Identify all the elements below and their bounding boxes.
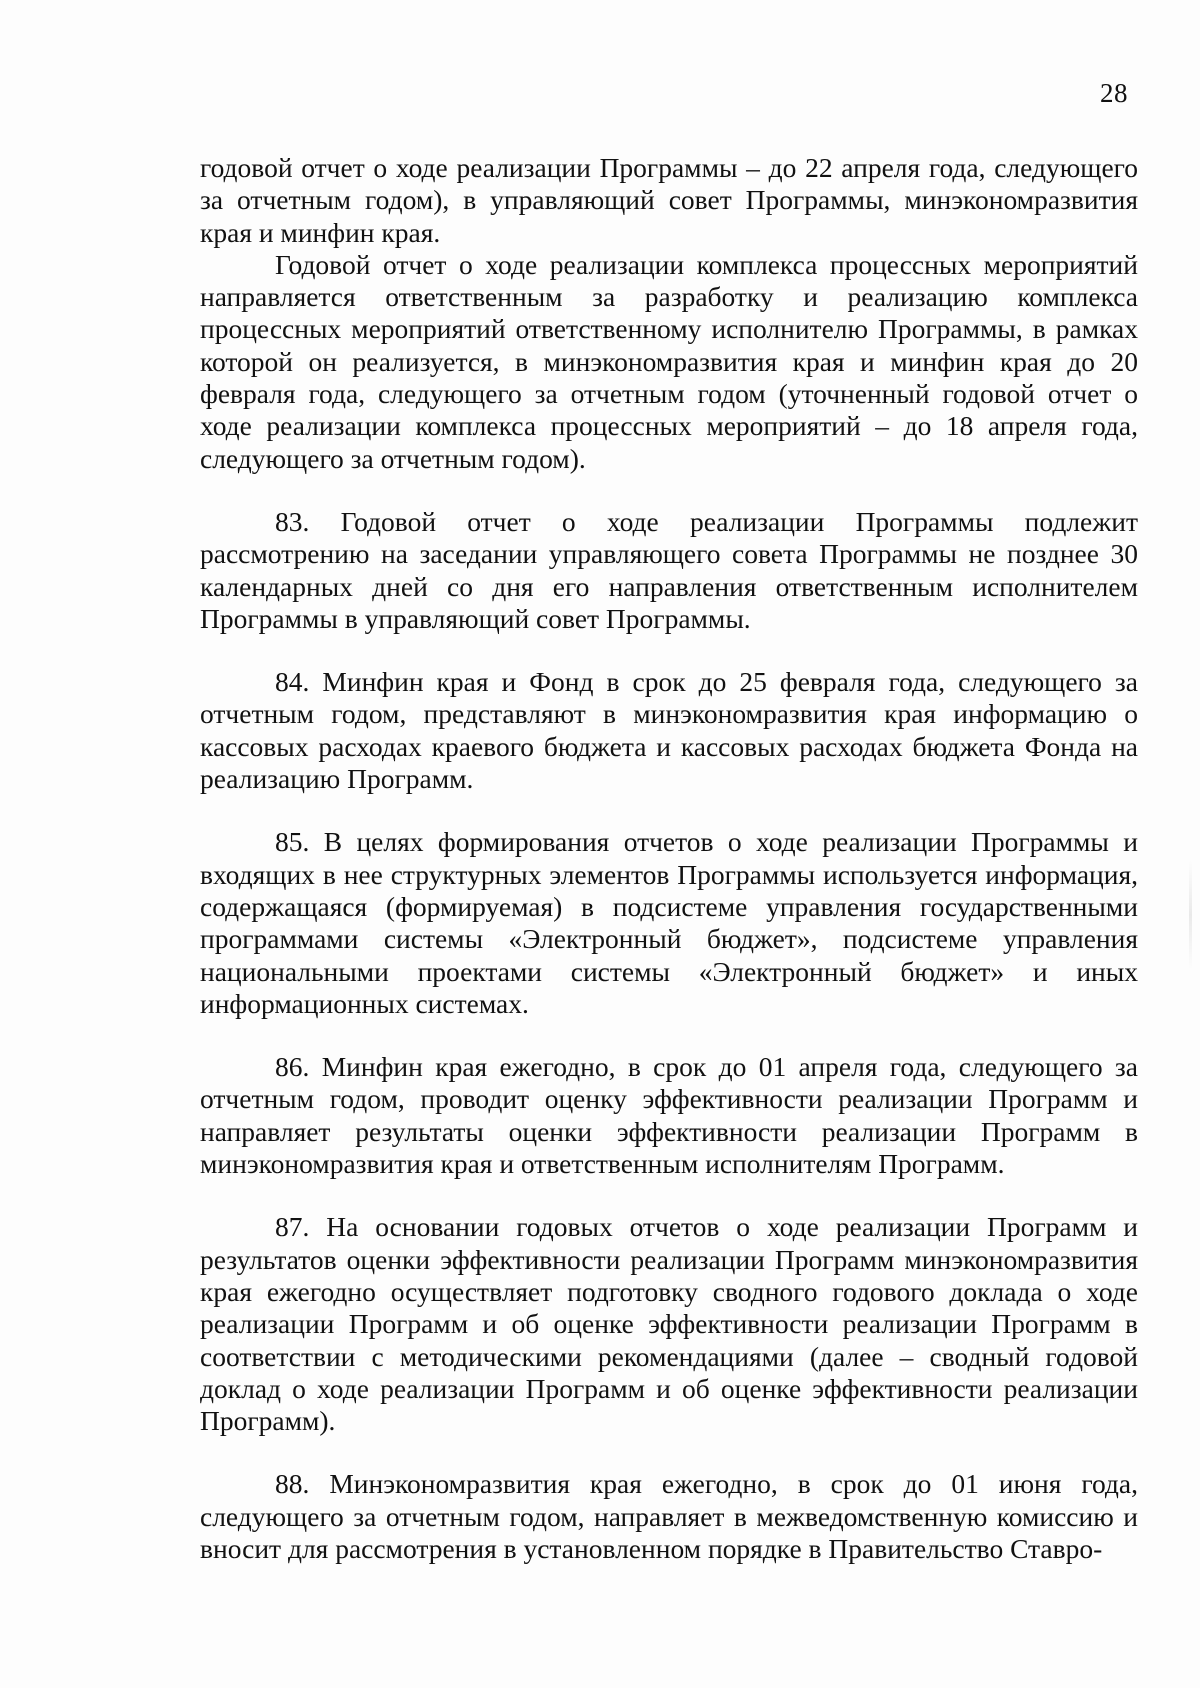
scan-edge-shadow: [1189, 860, 1192, 970]
paragraph-84: 84. Минфин края и Фонд в срок до 25 февраля года, следующего за отчетным годом, представляют в минэкономразвития края информацию о кассовых расходах краевого бюджета и кассовых расходах бюджета Фонда на реализацию Программ.: [200, 666, 1138, 795]
document-body: [200, 152, 1138, 1565]
paragraph-85: 85. В целях формирования отчетов о ходе реализации Программы и входящих в нее структурных элементов Программы используется информация, содержащаяся (формируемая) в подсистеме управления государственными программами системы «Электронный бюджет», подсистеме управления национальными проектами системы «Электронный бюджет» и иных информационных системах.: [200, 826, 1138, 1019]
paragraph-87: 87. На основании годовых отчетов о ходе реализации Программ и результатов оценки эффективности реализации Программ минэкономразвития края ежегодно осуществляет подготовку сводного годового доклада о ходе реализации Программ и об оценке эффективности реализации Программ в соответствии с методическими рекомендациями (далее – сводный годовой доклад о ходе реализации Программ и об оценке эффективности реализации Программ).: [200, 1211, 1138, 1437]
paragraph-continuation: годовой отчет о ходе реализации Программы – до 22 апреля года, следующего за отчетным годом), в управляющий совет Программы, минэкономразвития края и минфин края.: [200, 152, 1138, 248]
paragraph-88: 88. Минэкономразвития края ежегодно, в срок до 01 июня года, следующего за отчетным годом, направляет в межведомственную комиссию и вносит для рассмотрения в установленном порядке в Правительство Ставро-: [200, 1468, 1138, 1564]
paragraph-86: 86. Минфин края ежегодно, в срок до 01 апреля года, следующего за отчетным годом, проводит оценку эффективности реализации Программ и направляет результаты оценки эффективности реализации Программ в минэкономразвития края и ответственным исполнителям Программ.: [200, 1051, 1138, 1180]
page-number: 28: [1100, 78, 1128, 108]
paragraph-process-measures-report: Годовой отчет о ходе реализации комплекса процессных мероприятий направляется ответственным за разработку и реализацию комплекса процессных мероприятий ответственному исполнителю Программы, в рамках которой он реализуется, в минэкономразвития края и минфин края до 20 февраля года, следующего за отчетным годом (уточненный годовой отчет о ходе реализации комплекса процессных мероприятий – до 18 апреля года, следующего за отчетным годом).: [200, 248, 1138, 474]
paragraph-83: 83. Годовой отчет о ходе реализации Программы подлежит рассмотрению на заседании управляющего совета Программы не позднее 30 календарных дней со дня его направления ответственным исполнителем Программы в управляющий совет Программы.: [200, 505, 1138, 634]
